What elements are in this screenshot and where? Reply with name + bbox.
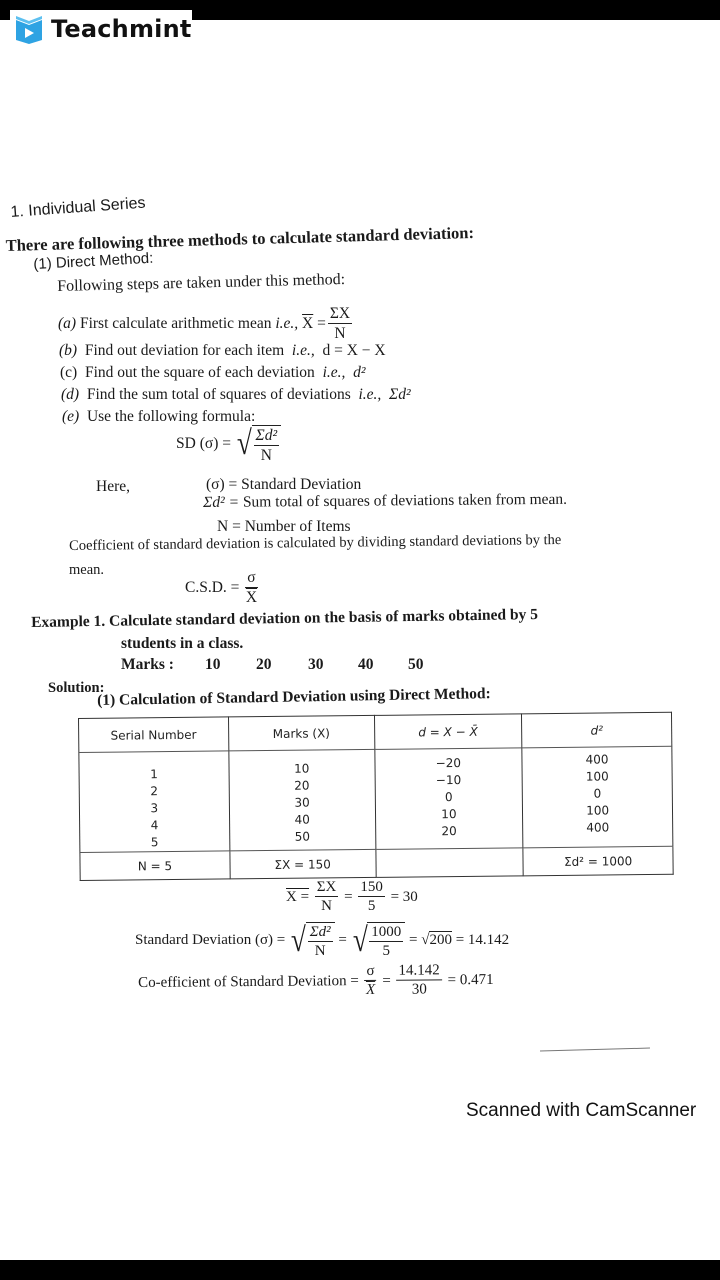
coefficient-text: Coefficient of standard deviation is calculated by dividing standard deviations by the (69, 531, 562, 554)
step-formula: d² (353, 364, 366, 381)
equals-sign: = (382, 972, 391, 989)
csd-result: = 0.471 (447, 971, 494, 988)
radical-sign-icon: √ (352, 921, 368, 959)
definition-meaning: Sum total of squares of deviations taken from mean. (242, 490, 568, 511)
fraction-denominator: X (365, 981, 376, 999)
sd-formula (176, 425, 281, 463)
square-root (351, 922, 406, 959)
sqrt-value: 200 (429, 932, 452, 948)
definition-meaning: Number of Items (244, 518, 351, 535)
csd-label: Co-efficient of Standard Deviation = (138, 972, 359, 991)
teachmint-book-icon (14, 14, 44, 44)
step-text: First calculate arithmetic mean (79, 314, 272, 332)
csd-fraction-1 (364, 964, 376, 998)
mean-symbol: $\overline{X}$ (302, 314, 314, 332)
table-cell: 0 (444, 790, 453, 805)
marks-row (121, 656, 424, 674)
table-cell: 100 (586, 803, 610, 818)
radical-sign-icon: √ (290, 921, 306, 959)
table-cell: 2 (150, 784, 159, 799)
fraction-denominator: N (314, 943, 326, 959)
standard-deviation-table (78, 712, 674, 881)
example-title-line (31, 606, 538, 632)
radical-sign-icon: √ (236, 425, 252, 462)
definition-n (217, 518, 351, 536)
step-label: (a) (58, 314, 77, 332)
fraction-numerator: 1000 (371, 924, 402, 940)
table-cell: 50 (294, 829, 311, 844)
step-label: (e) (62, 408, 80, 425)
sd-label: Standard Deviation (σ) = (135, 932, 286, 948)
fraction-denominator: 5 (382, 943, 390, 959)
solution-subtitle: (1) Calculation of Standard Deviation using Direct Method: (97, 685, 491, 709)
step-ie: i.e., (275, 314, 299, 332)
table-cell: 10 (441, 807, 457, 822)
table-cell: −10 (435, 772, 462, 788)
deviation-squared-column (522, 746, 673, 848)
fraction-numerator: ΣX (329, 305, 351, 322)
step-b (59, 342, 386, 360)
sd-fraction-1 (308, 925, 333, 959)
fraction-denominator: 30 (411, 981, 427, 998)
section-heading: 1. Individual Series (10, 194, 147, 221)
mark-value: 20 (256, 656, 272, 673)
csd-formula (185, 570, 260, 605)
definition-sum-d2 (203, 491, 567, 512)
table-cell: 10 (293, 761, 310, 776)
fraction-denominator: X (245, 588, 258, 606)
mean-calculation (286, 880, 418, 914)
steps-intro: Following steps are taken under this method: (57, 270, 346, 295)
step-text: Use the following formula: (86, 408, 256, 425)
table-cell: 3 (150, 801, 159, 816)
table-cell: 40 (294, 812, 310, 827)
step-formula: d = X − X (322, 342, 386, 359)
equals-sign: = (338, 932, 347, 948)
column-header-deviation: d = X − X̄ (374, 714, 522, 750)
mean-result: = 30 (390, 888, 418, 905)
method-title: (1) Direct Method: (33, 249, 154, 273)
fraction-numerator: σ (247, 569, 256, 586)
mean-lhs: X = (286, 888, 310, 905)
definition-symbol: Σd² = (203, 493, 240, 511)
sd-result: = 14.142 (455, 932, 510, 948)
fraction-numerator: σ (364, 964, 376, 981)
sd-calculation: Standard Deviation (σ) = √ $\frac{\text{Σd²}}{N}$ = √ $\frac{1000}{5}$ = √200 = 14.142 (135, 921, 510, 959)
square-root (235, 425, 281, 463)
fraction-denominator: 5 (367, 898, 376, 914)
marks-column (229, 749, 376, 851)
mean-fraction-1 (315, 880, 339, 914)
mark-value: 30 (308, 656, 324, 673)
step-ie: i.e., (322, 364, 346, 381)
csd-fraction (245, 570, 257, 605)
step-c (60, 364, 366, 382)
scan-artifact-line (540, 1048, 650, 1052)
step-label: (b) (59, 342, 78, 359)
example-text: Calculate standard deviation on the basis of marks obtained by 5 (108, 606, 539, 630)
fraction-denominator: N (334, 324, 346, 342)
table-cell: 30 (294, 795, 310, 810)
sd-fraction (254, 428, 280, 463)
csd-formula-lhs: C.S.D. = (185, 578, 240, 596)
step-label: (c) (60, 364, 78, 381)
mark-value: 40 (358, 656, 374, 673)
brand-name: Teachmint (51, 15, 192, 43)
step-text: Find out the square of each deviation (84, 364, 315, 381)
total-n: N = 5 (80, 851, 230, 881)
definition-symbol: (σ) = (206, 476, 238, 493)
total-empty (375, 848, 523, 878)
mark-value: 10 (205, 656, 221, 673)
csd-calculation (138, 963, 494, 1000)
mark-value: 50 (408, 656, 424, 673)
csd-fraction-2 (396, 963, 442, 997)
sd-fraction-2 (369, 925, 403, 959)
serial-column (79, 751, 230, 853)
step-label: (d) (61, 386, 80, 403)
here-label: Here, (96, 478, 130, 495)
step-text: Find out deviation for each item (84, 342, 285, 359)
mean-fraction (328, 306, 352, 341)
table-cell: 5 (150, 835, 159, 850)
table-cell: 400 (585, 752, 609, 767)
table-cell: −20 (435, 755, 462, 771)
mean-fraction-2 (358, 880, 385, 914)
deviation-column (374, 748, 523, 850)
column-header-deviation-squared: d² (522, 712, 672, 748)
table-body-row (79, 746, 673, 852)
coefficient-text-mean: mean. (69, 562, 105, 578)
camscanner-watermark: Scanned with CamScanner (466, 1100, 697, 1121)
marks-label: Marks : (121, 656, 174, 673)
fraction-denominator: N (260, 446, 272, 464)
total-sum-d2: Σd² = 1000 (523, 846, 673, 876)
column-header-marks: Marks (X) (228, 715, 374, 751)
step-ie: i.e., (358, 386, 382, 403)
table-cell: 400 (586, 820, 610, 835)
table-cell: 1 (150, 767, 158, 782)
fraction-denominator: N (321, 898, 332, 914)
table-cell: 4 (150, 818, 159, 833)
equals-sign: = (344, 888, 353, 905)
column-header-serial: Serial Number (79, 717, 229, 753)
table-cell: 20 (441, 824, 457, 839)
teachmint-logo (10, 10, 192, 48)
fraction-numerator: ΣX (316, 879, 337, 895)
section-intro: There are following three methods to calculate standard deviation: (5, 222, 475, 256)
table-totals-row (80, 846, 673, 880)
table-cell: 0 (593, 786, 602, 801)
definition-sigma (206, 476, 361, 494)
bottom-black-bar (0, 1260, 720, 1280)
step-d (61, 386, 411, 404)
example-text-2: students in a class. (121, 635, 244, 652)
sd-formula-lhs: SD (σ) = (176, 435, 231, 452)
solution-label: Solution: (48, 680, 105, 696)
step-ie: i.e., (291, 342, 315, 359)
step-a: (a) First calculate arithmetic mean i.e., $\overline{X}$ = $\frac{\Sigma X}{N}$ (58, 305, 351, 342)
table-cell: 100 (585, 769, 609, 784)
definition-meaning: Standard Deviation (241, 476, 362, 493)
table-cell: 20 (294, 778, 310, 793)
square-root (289, 922, 335, 959)
step-text: Find the sum total of squares of deviations (86, 386, 351, 403)
fraction-numerator: 150 (360, 879, 383, 895)
fraction-numerator: Σd² (309, 924, 331, 940)
definition-symbol: N = (217, 518, 241, 535)
fraction-numerator: 14.142 (396, 963, 441, 980)
sqrt-200: √200 (421, 932, 452, 948)
step-e (62, 408, 255, 426)
fraction-numerator: Σd² (255, 427, 278, 444)
example-title: Example 1. (31, 612, 106, 631)
total-sum-x: ΣX = 150 (230, 849, 376, 879)
step-formula: Σd² (389, 386, 411, 403)
